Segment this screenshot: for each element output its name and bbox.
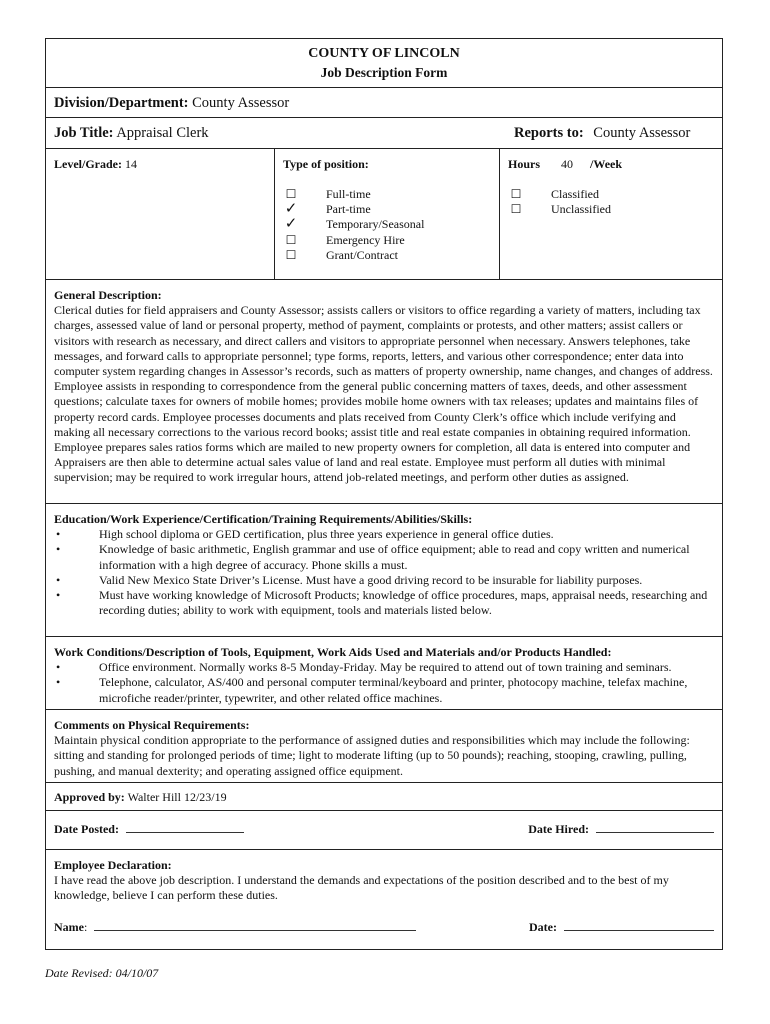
bullet-icon: • xyxy=(56,542,61,557)
bullet-icon: • xyxy=(56,588,61,603)
position-type-cell xyxy=(275,149,500,279)
education-section xyxy=(46,504,722,637)
reports-to-value: County Assessor xyxy=(593,125,691,141)
approved-by-label: Approved by: xyxy=(54,790,125,804)
option-label: Emergency Hire xyxy=(326,233,405,247)
hours-unit: /Week xyxy=(590,157,623,171)
division-row xyxy=(46,88,722,118)
checkbox-icon[interactable]: ☐ xyxy=(285,248,297,262)
date-field[interactable] xyxy=(564,919,714,931)
checkbox-icon[interactable]: ☐ xyxy=(285,233,297,247)
list-item: • Office environment. Normally works 8-5 Monday-Friday. May be required to attend out of town training and seminars. xyxy=(56,660,672,675)
date-hired-field[interactable] xyxy=(596,821,714,833)
option-label: Classified xyxy=(551,187,599,201)
checkbox-icon[interactable]: ☐ xyxy=(510,187,522,201)
level-label: Level/Grade: xyxy=(54,157,122,171)
form-header xyxy=(46,39,722,88)
checkmark-icon[interactable]: ✓ xyxy=(284,201,298,217)
job-description-form xyxy=(45,38,723,950)
general-description-heading: General Description: xyxy=(54,288,162,302)
physical-requirements-text: Maintain physical condition appropriate to the performance of assigned duties and responsibilities which may include the following: sitting and standing for prolonged periods of time; light to moderate lifting (up to 50 pounds); reaching, stooping, crawling, pulling, pushing, and manual dexterity; and operating assigned office equipment. xyxy=(54,733,690,778)
county-title: COUNTY OF LINCOLN xyxy=(308,46,460,61)
work-conditions-heading: Work Conditions/Description of Tools, Equipment, Work Aids Used and Materials and/or Products Handled: xyxy=(54,645,612,659)
list-item: • Valid New Mexico State Driver’s License. Must have a good driving record to be insurable for liability purposes. xyxy=(56,572,643,587)
name-colon: : xyxy=(84,920,88,934)
physical-requirements-section xyxy=(46,710,722,783)
job-title-label: Job Title: xyxy=(54,125,114,141)
bullet-icon: • xyxy=(56,527,61,542)
checkmark-icon[interactable]: ✓ xyxy=(284,216,298,232)
option-label: Grant/Contract xyxy=(326,248,398,262)
checkbox-icon[interactable]: ☐ xyxy=(285,187,297,201)
name-label: Name xyxy=(54,920,84,934)
bullet-icon: • xyxy=(56,660,61,675)
hours-cell xyxy=(500,149,722,279)
bullet-icon: • xyxy=(56,572,61,587)
date-label: Date: xyxy=(529,920,557,934)
job-title-row xyxy=(46,118,722,148)
division-label: Division/Department: xyxy=(54,95,189,111)
list-item: • Knowledge of basic arithmetic, English grammar and use of office equipment; able to read and copy written and numerical information with a high degree of accuracy. Phone skills a must. xyxy=(56,542,690,572)
declaration-text: I have read the above job description. I understand the demands and expectations of the position described and to the best of my knowledge, believe I can perform these duties. xyxy=(54,873,669,903)
checkbox-icon[interactable]: ☐ xyxy=(510,202,522,216)
hours-value: 40 xyxy=(561,157,574,171)
general-description-text: Clerical duties for field appraisers and County Assessor; assists callers or visitors to office regarding a variety of matters, including tax charges, assessed value of land or personal property, method of payment, complaints or protests, and other matters; assist callers or visitors with research as necessary, and direct callers and visitors to appropriate personnel when necessary. Answers telephones, take messages, and forward calls to appropriate personnel; type forms, reports, letters, and various other correspondence; enter data into computer system regarding changes in Assessor’s records, such as matters of property ownership, name changes, and changes of address. Employee assists in responding to correspondence from the general public concerning matters of taxes, deeds, and other assessment questions; calculate taxes for owners of mobile homes; provides mobile home owners with tax releases; updates and maintains files of property record cards. Employee processes documents and plats received from County Clerk’s office which include verifying and making all necessary corrections to the various record books; assist title and real estate companies in obtaining required information. Employee prepares sales ratios forms which are mailed to new property owners for completion, all data is entered into computer and Appraisers are then able to determine actual sales value of land and real estate. Employee must perform all duties with minimal supervision; may be required to work irregular hours, attend job-related meetings, and perform other duties as assigned. xyxy=(54,303,713,485)
date-posted-field[interactable] xyxy=(126,821,244,833)
date-posted-label: Date Posted: xyxy=(54,822,119,836)
position-grid xyxy=(46,148,722,280)
physical-requirements-heading: Comments on Physical Requirements: xyxy=(54,718,250,732)
option-label: Unclassified xyxy=(551,202,611,216)
job-title-value: Appraisal Clerk xyxy=(116,125,209,141)
division-value: County Assessor xyxy=(192,95,290,111)
reports-to-label: Reports to: xyxy=(514,125,584,141)
name-field[interactable] xyxy=(94,919,416,931)
option-label: Full-time xyxy=(326,187,371,201)
work-conditions-section xyxy=(46,637,722,710)
form-title: Job Description Form xyxy=(320,65,448,80)
date-revised: Date Revised: 04/10/07 xyxy=(45,966,159,980)
general-description-section xyxy=(46,280,722,504)
list-item: • Must have working knowledge of Microsoft Products; knowledge of office procedures, maps, appraisal needs, researching and recording duties; ability to work with equipment, tools and materials listed below. xyxy=(56,588,708,618)
option-label: Temporary/Seasonal xyxy=(326,217,425,231)
list-item: • Telephone, calculator, AS/400 and personal computer terminal/keyboard and printer, photocopy machine, telefax machine, microfiche reader/printer, typewriter, and other related office machines. xyxy=(56,675,688,705)
bullet-icon: • xyxy=(56,675,61,690)
education-heading: Education/Work Experience/Certification/Training Requirements/Abilities/Skills: xyxy=(54,512,473,526)
employee-declaration-section xyxy=(46,850,722,951)
option-label: Part-time xyxy=(326,202,371,216)
hours-label: Hours xyxy=(508,157,541,171)
approved-by-value: Walter Hill 12/23/19 xyxy=(127,790,227,804)
date-hired-label: Date Hired: xyxy=(528,822,589,836)
dates-row xyxy=(46,811,722,850)
list-item: • High school diploma or GED certification, plus three years experience in general office duties. xyxy=(56,527,554,542)
approval-row xyxy=(46,783,722,811)
declaration-heading: Employee Declaration: xyxy=(54,858,172,872)
level-cell xyxy=(46,149,275,279)
position-type-label: Type of position: xyxy=(283,157,369,171)
level-value: 14 xyxy=(124,157,137,171)
